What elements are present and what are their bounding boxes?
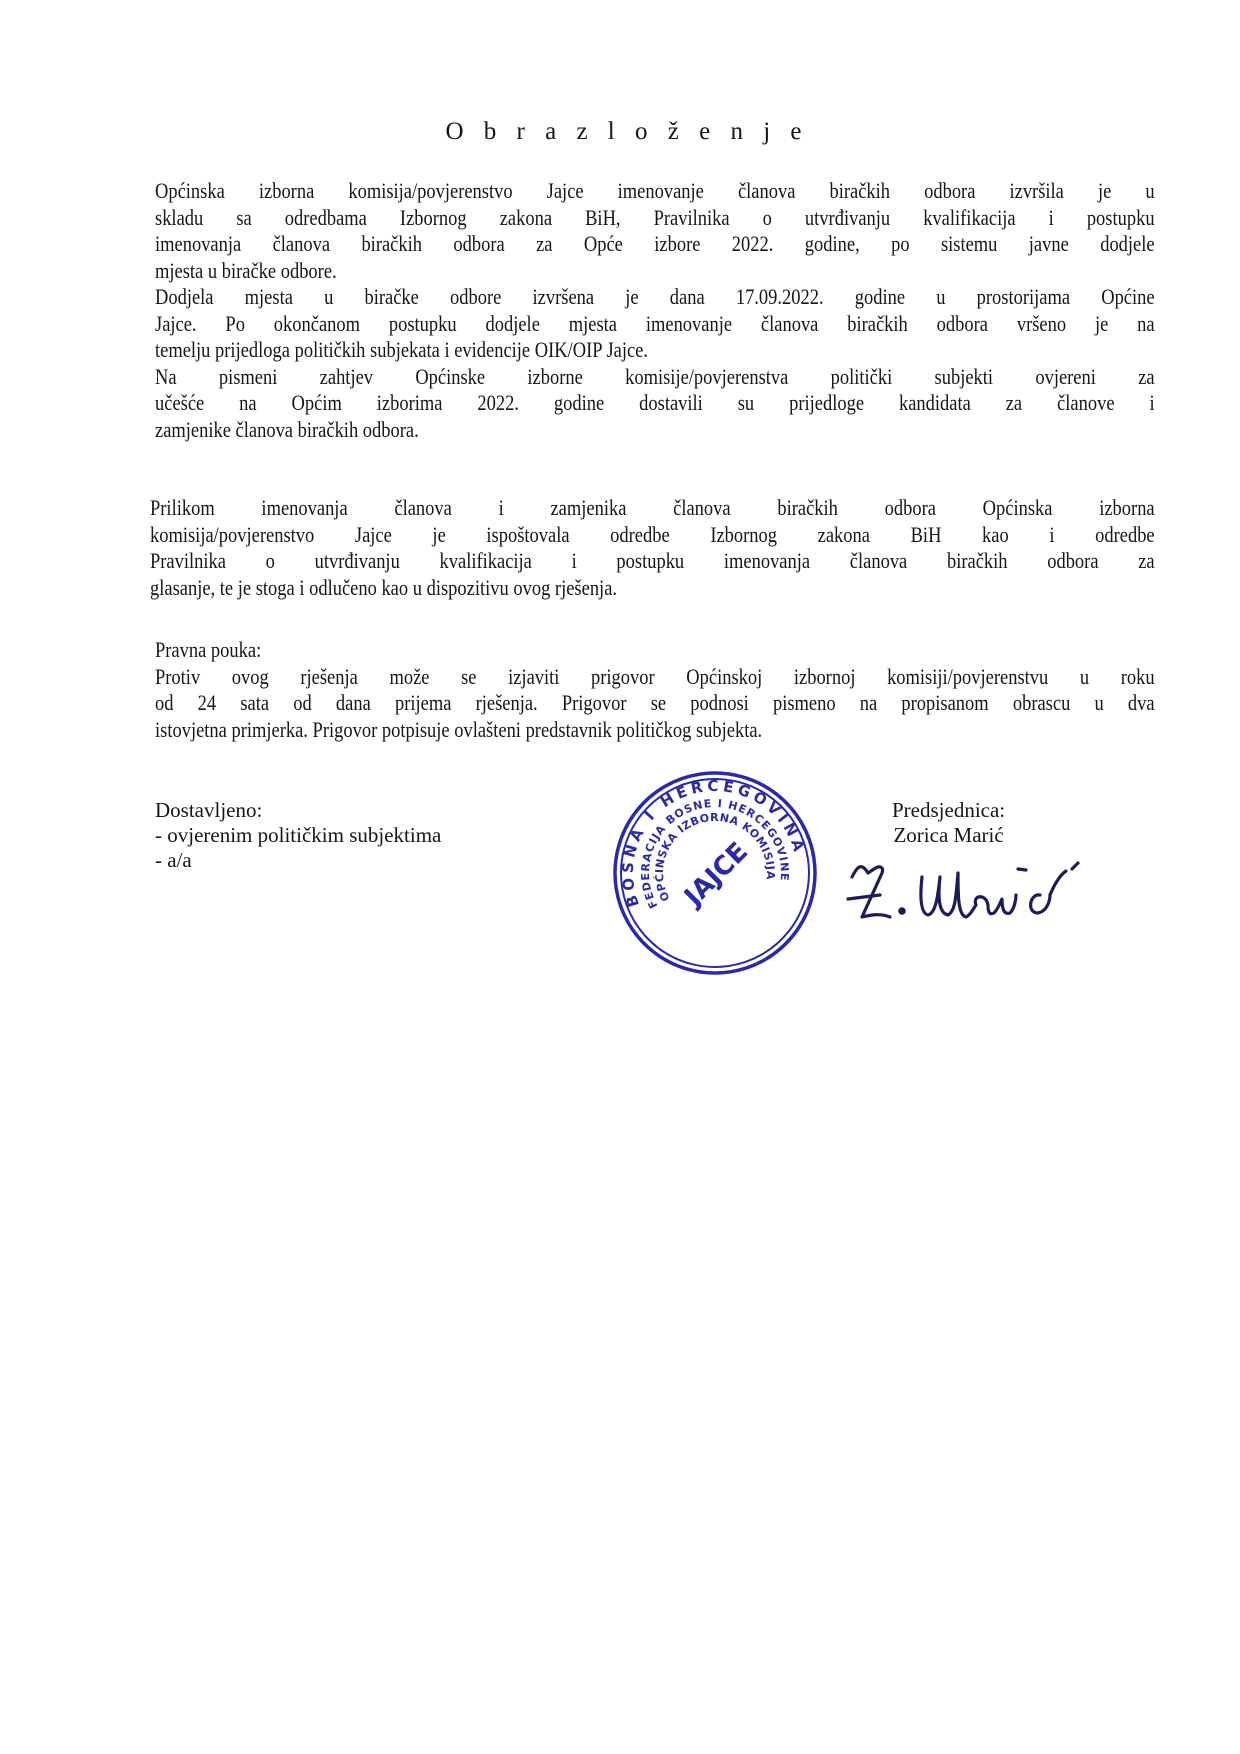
- text-line: istovjetna primjerka. Prigovor potpisuje ovlašteni predstavnik političkog subjekta.: [155, 716, 763, 742]
- signatory-role: Predsjednica:: [892, 798, 1006, 822]
- delivered-item: - a/a: [155, 848, 192, 872]
- text-line: mjesta u biračke odbore.: [155, 257, 337, 283]
- text-line: Protiv ovog rješenja može se izjaviti prigovor Općinskoj izbornoj komisiji/povjerenstvu u roku: [155, 663, 1155, 689]
- svg-text:FEDERACIJA BOSNE I HERCEGOVINE: [611, 769, 804, 950]
- text-line: glasanje, te je stoga i odlučeno kao u dispozitivu ovog rješenja.: [150, 574, 618, 600]
- stamp-outer-text: BOSNA I HERCEGOVINA: [618, 776, 809, 910]
- paragraph-appointment: [150, 495, 1155, 601]
- text-line: od 24 sata od dana prijema rješenja. Prigovor se podnosi pismeno na propisanom obrascu u dva: [155, 690, 1155, 715]
- text-line: zamjenike članova biračkih odbora.: [155, 416, 419, 442]
- text-line: komisija/povjerenstvo Jajce je ispoštovala odredbe Izbornog zakona BiH kao i odredbe: [150, 521, 1155, 547]
- text-line: imenovanja članova biračkih odbora za Opće izbore 2022. godine, po sistemu javne dodjele: [155, 231, 1155, 256]
- text-line: temelju prijedloga političkih subjekata i evidencije OIK/OIP Jajce.: [155, 337, 649, 362]
- stamp-center-text: JAJCE: [678, 836, 755, 913]
- stamp-inner-text: OPĆINSKA IZBORNA KOMISIJA: [652, 810, 778, 904]
- text-line: učešće na Općim izborima 2022. godine dostavili su prijedloge kandidata za članove i: [155, 390, 1155, 415]
- signature-icon: [840, 855, 1100, 935]
- svg-text:BOSNA I HERCEGOVINA: [610, 768, 813, 946]
- official-stamp-icon: [610, 768, 820, 978]
- text-line: Prilikom imenovanja članova i zamjenika članova biračkih odbora Općinska izborna: [150, 495, 1155, 520]
- text-line: Dodjela mjesta u biračke odbore izvršena je dana 17.09.2022. godine u prostorijama Općine: [155, 284, 1155, 309]
- delivered-to: [155, 798, 441, 873]
- document-title: O b r a z l o ž e n j e: [445, 118, 809, 145]
- signatory-name: Zorica Marić: [893, 823, 1004, 847]
- delivered-heading: Dostavljeno:: [155, 798, 263, 822]
- signatory-block: [892, 798, 1005, 848]
- legal-notice: [155, 637, 1155, 743]
- paragraph-explanation: [155, 178, 1155, 443]
- text-line: Općinska izborna komisija/povjerenstvo Jajce imenovanje članova biračkih odbora izvršila je u: [155, 178, 1155, 203]
- delivered-item: - ovjerenim političkim subjektima: [155, 823, 442, 847]
- legal-notice-heading: Pravna pouka:: [155, 637, 262, 662]
- text-line: skladu sa odredbama Izbornog zakona BiH, Pravilnika o utvrđivanju kvalifikacija i postupku: [155, 204, 1155, 230]
- stamp-middle-text: FEDERACIJA BOSNE I HERCEGOVINE: [638, 796, 792, 911]
- text-line: Pravilnika o utvrđivanju kvalifikacija i postupku imenovanja članova biračkih odbora za: [150, 548, 1155, 573]
- text-line: Na pismeni zahtjev Općinske izborne komisije/povjerenstva politički subjekti ovjereni za: [155, 363, 1155, 389]
- text-line: Jajce. Po okončanom postupku dodjele mjesta imenovanje članova biračkih odbora vršeno je na: [155, 310, 1155, 336]
